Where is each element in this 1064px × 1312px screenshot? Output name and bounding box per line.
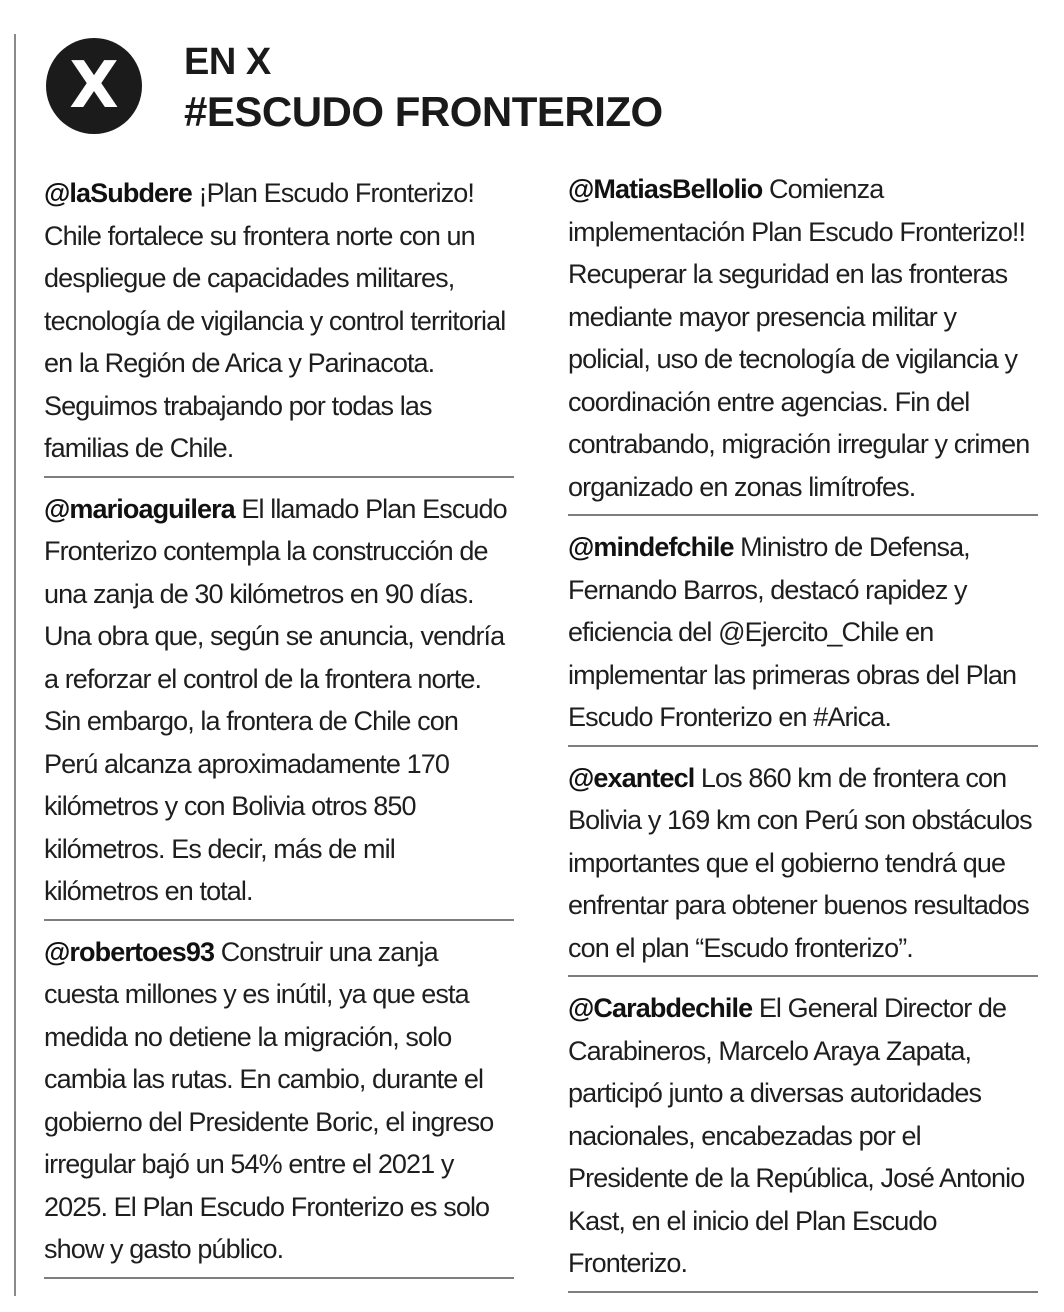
post-text: Construir una zanja cuesta millones y es inútil, ya que esta medida no detiene la migración, solo cambia las rutas. En cambio, durante el gobierno del Presidente Boric, el ingreso irregular bajó un 54% entre el 2021 y 2025. El Plan Escudo Fronterizo es solo show y gasto público. bbox=[44, 936, 494, 1264]
post-matiasbellolio bbox=[568, 168, 1038, 516]
post-carabdechile bbox=[568, 987, 1038, 1293]
post-handle[interactable]: @Carabdechile bbox=[568, 993, 753, 1023]
post-text: ¡Plan Escudo Fronterizo! Chile fortalece su frontera norte con un despliegue de capacidades militares, tecnología de vigilancia y control territorial en la Región de Arica y Parinacota. Seguimos trabajando por todas las familias de Chile. bbox=[44, 178, 506, 463]
post-exantecl bbox=[568, 757, 1038, 978]
post-mindefchile bbox=[568, 526, 1038, 747]
post-marioaguilera bbox=[44, 488, 514, 921]
post-handle[interactable]: @mindefchile bbox=[568, 532, 734, 562]
post-handle[interactable]: @marioaguilera bbox=[44, 493, 235, 524]
section-title-line2: #ESCUDO FRONTERIZO bbox=[184, 88, 663, 135]
post-text: Comienza implementación Plan Escudo Fronterizo!! Recuperar la seguridad en las fronteras mediante mayor presencia militar y policial, uso de tecnología de vigilancia y coordinación entre agencias. Fin del contrabando, migración irregular y crimen organizado en zonas limítrofes. bbox=[568, 174, 1030, 502]
x-logo-icon: X bbox=[46, 38, 142, 134]
post-handle[interactable]: @robertoes93 bbox=[44, 936, 215, 967]
section-header bbox=[46, 36, 1046, 148]
post-lasubdere bbox=[44, 172, 514, 478]
post-text: Ministro de Defensa, Fernando Barros, destacó rapidez y eficiencia del @Ejercito_Chile en implementar las primeras obras del Plan Escudo Fronterizo en #Arica. bbox=[568, 532, 1017, 732]
post-text: El llamado Plan Escudo Fronterizo contempla la construcción de una zanja de 30 kilómetros en 90 días. Una obra que, según se anuncia, vendría a reforzar el control de la frontera norte. Sin embargo, la frontera de Chile con Perú alcanza aproximadamente 170 kilómetros y con Bolivia otros 850 kilómetros. Es decir, más de mil kilómetros en total. bbox=[44, 493, 507, 906]
post-text: El General Director de Carabineros, Marcelo Araya Zapata, participó junto a diversas autoridades nacionales, encabezadas por el Presidente de la República, José Antonio Kast, en el inicio del Plan Escudo Fronterizo. bbox=[568, 993, 1025, 1278]
post-handle[interactable]: @MatiasBellolio bbox=[568, 174, 763, 204]
section-title-line1: EN X bbox=[184, 41, 271, 83]
column-rule bbox=[14, 34, 16, 1296]
post-robertoes93 bbox=[44, 931, 514, 1279]
right-column bbox=[568, 168, 1038, 1303]
post-handle[interactable]: @exantecl bbox=[568, 762, 695, 793]
left-column bbox=[44, 172, 514, 1289]
post-text: Los 860 km de frontera con Bolivia y 169 km con Perú son obstáculos importantes que el gobierno tendrá que enfrentar para obtener buenos resultados con el plan “Escudo fronterizo”. bbox=[568, 762, 1032, 963]
post-handle[interactable]: @laSubdere bbox=[44, 178, 192, 208]
